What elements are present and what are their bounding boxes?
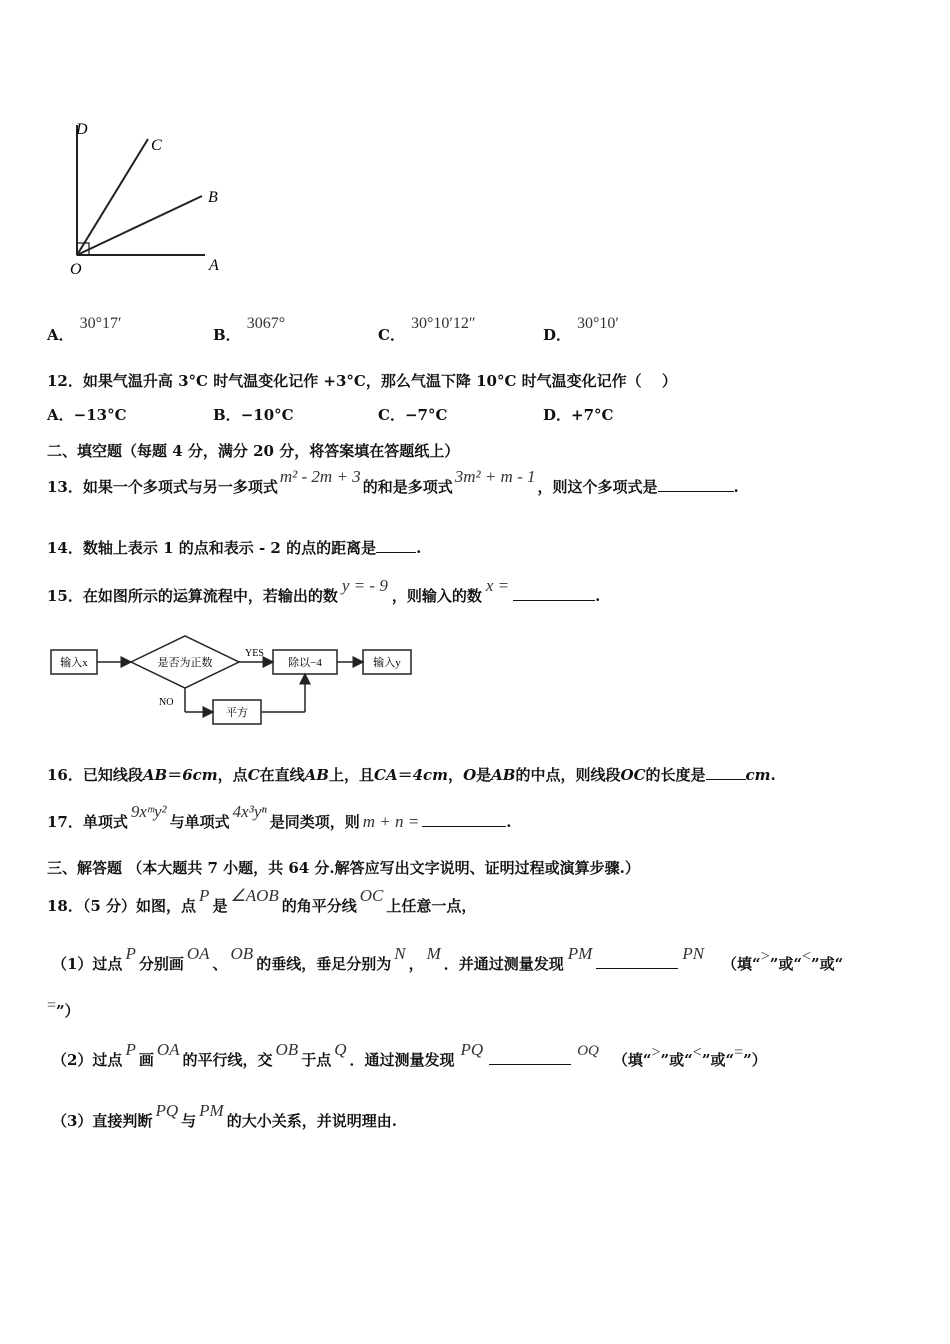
- q18-part-3: （3）直接判断PQ与PM的大小关系，并说明理由.: [52, 1101, 397, 1130]
- q12-option-c: C．−7°C: [378, 406, 448, 424]
- q18-part-1-cont: =”）: [47, 997, 80, 1020]
- label-d: D: [76, 121, 88, 138]
- flowchart: [45, 630, 425, 730]
- q11-option-c: C．30°10′12″: [378, 315, 476, 344]
- q14: 14．数轴上表示 1 的点和表示 - 2 的点的距离是 .: [47, 539, 422, 557]
- section-3-heading: 三、解答题 （本大题共 7 小题，共 64 分.解答应写出文字说明、证明过程或演算步骤.）: [47, 859, 640, 877]
- q12-option-d: D．+7°C: [543, 406, 614, 424]
- flow-output: 输入y: [373, 657, 401, 669]
- flow-square: 平方: [226, 707, 248, 719]
- q17: 17．单项式9xᵐy²与单项式4x³yⁿ是同类项，则 m + n = .: [47, 802, 512, 831]
- flow-input: 输入x: [60, 657, 88, 669]
- flow-yes: YES: [245, 648, 264, 659]
- q18-part-2: （2）过点P画OA的平行线，交OB于点Q．通过测量发现PQ OQ （填“>”或“<”或“=”）: [52, 1040, 767, 1069]
- q11-option-d: D．30°10′: [543, 315, 619, 344]
- q18-stem: 18．（5 分）如图，点P是∠AOB的角平分线OC上任意一点，: [47, 886, 477, 915]
- q15: 15．在如图所示的运算流程中，若输出的数y = - 9，则输入的数x =.: [47, 576, 601, 605]
- q13: 13．如果一个多项式与另一多项式m² - 2m + 3的和是多项式3m² + m - 1，则这个多项式是 .: [47, 467, 739, 496]
- label-o: O: [70, 261, 82, 278]
- q12-stem: 12．如果气温升高 3°C 时气温变化记作 +3°C，那么气温下降 10°C 时气温变化记作（ ）: [47, 372, 677, 390]
- label-c: C: [151, 137, 162, 154]
- angle-figure: [60, 112, 240, 282]
- q18-part-1: （1）过点P分别画OA、OB的垂线，垂足分别为N，M．并通过测量发现PM PN（填“>”或“<”或“: [52, 944, 844, 973]
- flow-divide: 除以−4: [288, 657, 322, 669]
- q16: 16．已知线段AB＝6cm，点C在直线AB上，且CA＝4cm，O是AB的中点，则线段OC的长度是 cm.: [47, 766, 776, 784]
- q11-option-a: A．30°17′: [47, 315, 122, 344]
- q12-option-b: B．−10°C: [213, 406, 294, 424]
- section-2-heading: 二、填空题（每题 4 分，满分 20 分，将答案填在答题纸上）: [47, 442, 460, 460]
- flow-no: NO: [159, 697, 174, 708]
- flow-decision: 是否为正数: [157, 657, 213, 669]
- q11-option-b: B．3067°: [213, 315, 286, 344]
- q12-option-a: A．−13°C: [47, 406, 127, 424]
- label-a: A: [209, 257, 219, 274]
- label-b: B: [208, 189, 218, 206]
